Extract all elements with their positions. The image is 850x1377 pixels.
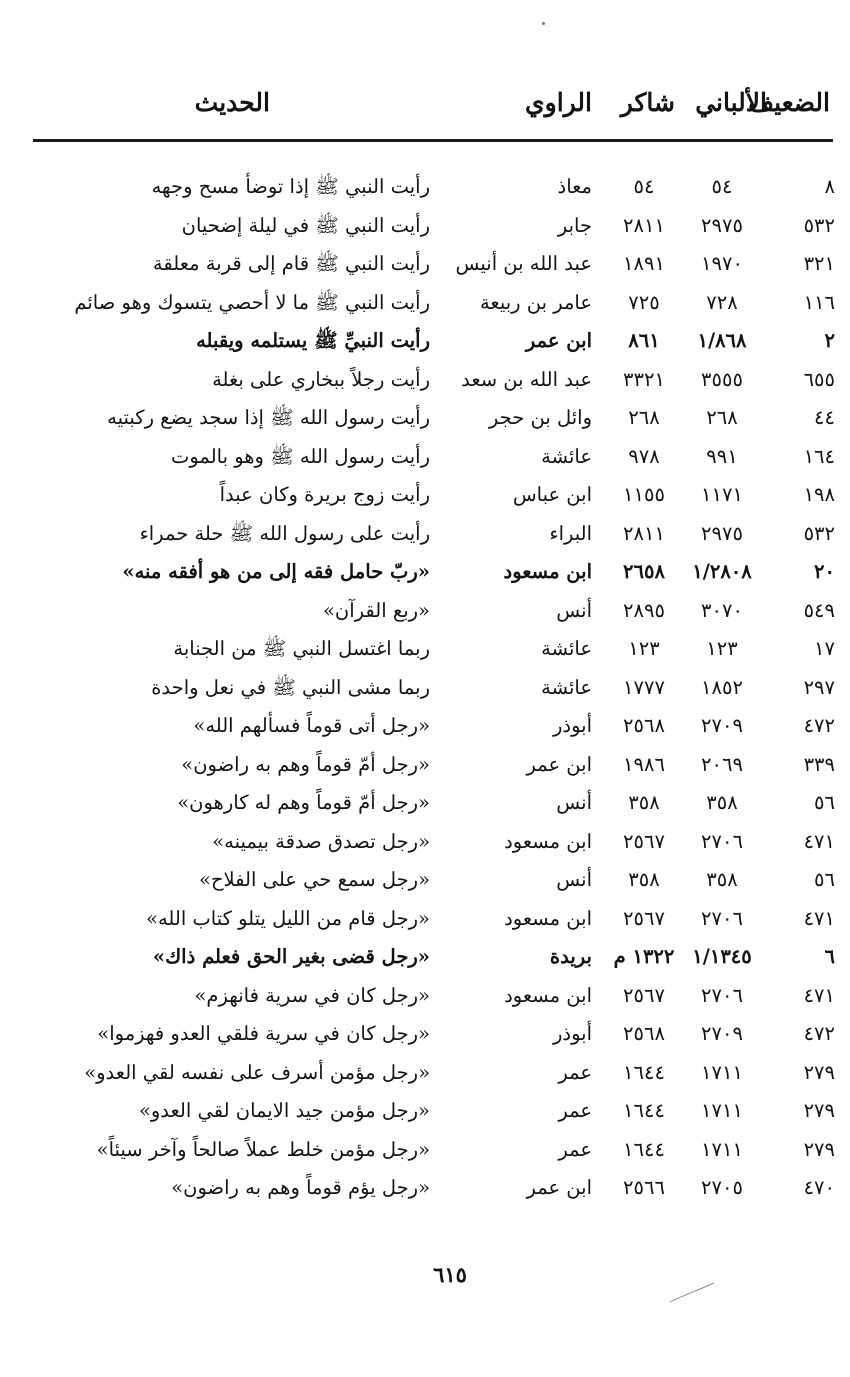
shakir-cell: ٢٥٦٧ [623,983,665,1007]
table-row [0,399,850,438]
rawi-cell: معاذ [557,175,592,198]
shakir-cell: ١٧٧٧ [623,675,665,699]
hadith-cell: رأيت النبيِّ ﷺ يستلمه ويقبله [196,329,430,352]
hadith-cell: رأيت على رسول الله ﷺ حلة حمراء [139,521,430,545]
albani-cell: ٣٥٨ [706,791,738,814]
table-row [0,361,850,400]
albani-cell: ١٧١١ [701,1060,743,1084]
rawi-cell: أنس [556,598,592,622]
hadith-cell: «رجل مؤمن أسرف على نفسه لقي العدو» [84,1060,430,1084]
rawi-cell: عائشة [541,675,592,699]
daif-cell: ٤٧٠ [803,1176,835,1199]
albani-cell: ١/١٣٤٥ [692,945,752,968]
albani-cell: ١/٢٨٠٨ [692,560,752,583]
albani-cell: ٢٧٠٦ [701,829,743,853]
table-row [0,784,850,823]
table-row [0,207,850,246]
pencil-mark [668,1280,718,1305]
shakir-cell: ٢٥٦٨ [623,714,665,737]
table-row [0,553,850,592]
shakir-cell: ١٦٤٤ [623,1060,665,1084]
table-row [0,1015,850,1054]
shakir-cell: ١٣٢٢ م [613,945,675,968]
shakir-cell: ١١٥٥ [623,483,665,506]
rawi-cell: ابن مسعود [504,983,592,1007]
hadith-cell: «ربع القرآن» [322,598,430,622]
hadith-cell: رأيت النبي ﷺ قام إلى قربة معلقة [152,252,430,275]
albani-cell: ٢٦٨ [706,406,738,429]
albani-cell: ٢٧٠٩ [701,1022,743,1045]
table-row [0,168,850,207]
hadith-cell: «رجل تصدق صدقة بيمينه» [212,829,430,853]
table-row [0,1092,850,1131]
daif-cell: ٨ [824,175,835,198]
rawi-cell: عائشة [541,637,592,660]
albani-cell: ١٩٧٠ [701,252,743,275]
hadith-cell: «رجل كان في سرية فانهزم» [194,983,430,1007]
hadith-cell: «رجل كان في سرية فلقي العدو فهزموا» [97,1022,430,1045]
header-rule [33,139,833,142]
daif-cell: ٣٢١ [803,252,835,275]
table-row [0,284,850,323]
rawi-cell: أنس [556,868,592,891]
hadith-cell: «رجل أمّ قوماً وهم به راضون» [181,752,430,776]
header-hadith: الحديث [194,88,270,117]
table-row [0,823,850,862]
albani-cell: ٢٩٧٥ [701,521,743,545]
shakir-cell: ١٦٤٤ [623,1137,665,1161]
daif-cell: ٤٧١ [803,829,835,853]
rawi-cell: عمر [558,1137,592,1161]
hadith-cell: «ربّ حامل فقه إلى من هو أفقه منه» [122,560,430,583]
hadith-cell: رأيت النبي ﷺ إذا توضأ مسح وجهه [151,175,430,198]
table-row [0,630,850,669]
rawi-cell: عمر [558,1099,592,1122]
albani-cell: ٢٧٠٦ [701,983,743,1007]
shakir-cell: ٣٣٢١ [623,367,665,391]
shakir-cell: ٢٨١١ [623,521,665,545]
shakir-cell: ٢٥٦٨ [623,1022,665,1045]
daif-cell: ٢ [824,329,835,352]
daif-cell: ١٦٤ [803,444,835,468]
table-row [0,322,850,361]
table-row [0,1169,850,1208]
rawi-cell: جابر [557,213,592,237]
shakir-cell: ١٢٣ [628,637,660,660]
shakir-cell: ٢٨٩٥ [623,598,665,622]
shakir-cell: ٢٨١١ [623,213,665,237]
header-daif: الضعيف [748,88,830,117]
daif-cell: ٤٧١ [803,983,835,1007]
hadith-cell: «رجل أمّ قوماً وهم له كارهون» [177,791,430,814]
rawi-cell: البراء [549,521,592,545]
hadith-cell: «رجل سمع حي على الفلاح» [199,868,430,891]
rawi-cell: عامر بن ربيعة [479,290,592,314]
daif-cell: ٢٩٧ [803,675,835,699]
albani-cell: ٢٧٠٦ [701,906,743,930]
hadith-cell: «رجل مؤمن جيد الايمان لقي العدو» [138,1099,430,1122]
shakir-cell: ٢٥٦٦ [623,1176,665,1199]
daif-cell: ٢٧٩ [803,1137,835,1161]
header-albani: الألباني [695,88,767,117]
albani-cell: ٢٩٧٥ [701,213,743,237]
hadith-cell: «رجل مؤمن خلط عملاً صالحاً وآخر سيئاً» [96,1137,430,1161]
rawi-cell: أبوذر [552,1022,592,1045]
albani-cell: ١٧١١ [701,1137,743,1161]
table-row [0,861,850,900]
shakir-cell: ١٨٩١ [623,252,665,275]
albani-cell: ١/٨٦٨ [697,329,747,352]
shakir-cell: ٥٤ [633,175,655,198]
hadith-cell: «رجل أتى قوماً فسألهم الله» [193,714,430,737]
hadith-cell: ربما مشى النبي ﷺ في نعل واحدة [151,675,430,699]
daif-cell: ٤٧١ [803,906,835,930]
hadith-cell: رأيت زوج بريرة وكان عبداً [219,483,430,506]
table-row [0,707,850,746]
albani-cell: ١٧١١ [701,1099,743,1122]
rawi-cell: ابن عمر [526,1176,592,1199]
header-rawi: الراوي [525,88,592,117]
hadith-index-table [0,168,850,1208]
rawi-cell: عمر [558,1060,592,1084]
rawi-cell: أنس [556,791,592,814]
albani-cell: ٣٠٧٠ [701,598,743,622]
daif-cell: ٦ [824,945,835,968]
albani-cell: ١١٧١ [701,483,743,506]
shakir-cell: ٧٢٥ [628,290,660,314]
hadith-cell: «رجل يؤم قوماً وهم به راضون» [171,1176,430,1199]
daif-cell: ٤٧٢ [803,1022,835,1045]
daif-cell: ٢٧٩ [803,1099,835,1122]
table-row [0,746,850,785]
shakir-cell: ٩٧٨ [628,444,660,468]
daif-cell: ١١٦ [803,290,835,314]
hadith-cell: رأيت رسول الله ﷺ إذا سجد يضع ركبتيه [107,406,430,429]
shakir-cell: ٨٦١ [628,329,660,352]
hadith-cell: ربما اغتسل النبي ﷺ من الجنابة [173,637,430,660]
daif-cell: ٥٦ [814,868,835,891]
rawi-cell: بريدة [549,945,592,968]
hadith-cell: «رجل قام من الليل يتلو كتاب الله» [146,906,430,930]
rawi-cell: ابن مسعود [504,829,592,853]
rawi-cell: عبد الله بن سعد [461,367,592,391]
daif-cell: ٥٦ [814,791,835,814]
rawi-cell: ابن عمر [526,752,592,776]
rawi-cell: ابن عباس [512,483,592,506]
shakir-cell: ١٦٤٤ [623,1099,665,1122]
hadith-cell: رأيت رجلاً ببخاري على بغلة [212,367,430,391]
hadith-cell: «رجل قضى بغير الحق فعلم ذاك» [152,945,430,968]
albani-cell: ١٨٥٢ [701,675,743,699]
shakir-cell: ٢٥٦٧ [623,906,665,930]
table-row [0,1054,850,1093]
hadith-cell: رأيت رسول الله ﷺ وهو بالموت [170,444,430,468]
albani-cell: ٩٩١ [706,444,738,468]
hadith-cell: رأيت النبي ﷺ في ليلة إضحيان [181,213,430,237]
hadith-cell: رأيت النبي ﷺ ما لا أحصي يتسوك وهو صائم [74,290,430,314]
daif-cell: ٢٠ [814,560,835,583]
table-row [0,476,850,515]
header-shakir: شاكر [620,88,675,117]
shakir-cell: ٢٦٥٨ [623,560,665,583]
table-row [0,900,850,939]
shakir-cell: ٢٦٨ [628,406,660,429]
daif-cell: ٥٤٩ [803,598,835,622]
table-row [0,938,850,977]
albani-cell: ١٢٣ [706,637,738,660]
rawi-cell: أبوذر [552,714,592,737]
daif-cell: ٤٤ [814,406,835,429]
albani-cell: ٣٥٥٥ [701,367,743,391]
rawi-cell: وائل بن حجر [488,406,592,429]
daif-cell: ٢٧٩ [803,1060,835,1084]
albani-cell: ٢٠٦٩ [701,752,743,776]
daif-cell: ٥٣٢ [803,213,835,237]
daif-cell: ٥٣٢ [803,521,835,545]
albani-cell: ٧٢٨ [706,290,738,314]
rawi-cell: عائشة [541,444,592,468]
daif-cell: ١٧ [814,637,835,660]
shakir-cell: ١٩٨٦ [623,752,665,776]
rawi-cell: عبد الله بن أنيس [455,252,592,275]
daif-cell: ١٩٨ [803,483,835,506]
daif-cell: ٣٣٩ [803,752,835,776]
table-row [0,592,850,631]
rawi-cell: ابن مسعود [504,906,592,930]
table-row [0,438,850,477]
shakir-cell: ٣٥٨ [628,868,660,891]
daif-cell: ٦٥٥ [803,367,835,391]
daif-cell: ٤٧٢ [803,714,835,737]
table-row [0,669,850,708]
ink-speck [542,22,545,25]
shakir-cell: ٢٥٦٧ [623,829,665,853]
albani-cell: ٣٥٨ [706,868,738,891]
albani-cell: ٢٧٠٩ [701,714,743,737]
albani-cell: ٥٤ [711,175,733,198]
albani-cell: ٢٧٠٥ [701,1176,743,1199]
shakir-cell: ٣٥٨ [628,791,660,814]
page-number: ٦١٥ [433,1262,467,1287]
table-header [0,88,850,128]
table-row [0,1131,850,1170]
rawi-cell: ابن عمر [525,329,592,352]
table-row [0,977,850,1016]
table-row [0,515,850,554]
table-row [0,245,850,284]
rawi-cell: ابن مسعود [503,560,592,583]
